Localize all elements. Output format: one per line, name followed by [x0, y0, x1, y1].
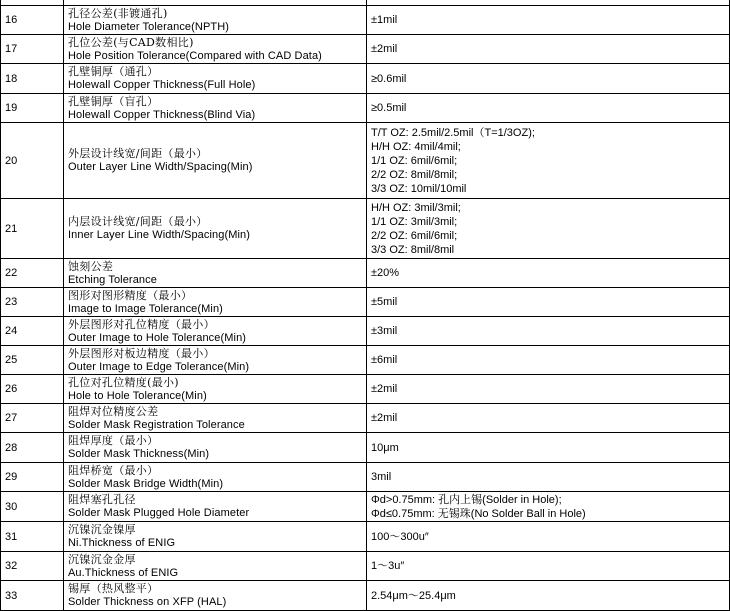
spec-row — [1, 404, 730, 433]
item-name-english: Solder Mask Bridge Width(Min) — [68, 477, 224, 490]
item-cell — [64, 552, 367, 581]
item-name-english: Hole Position Tolerance(Compared with CAD Data) — [68, 49, 322, 62]
row-number: 20 — [1, 123, 64, 199]
row-number: 28 — [1, 433, 64, 463]
value-cell — [367, 522, 730, 552]
spec-row — [1, 463, 730, 492]
item-name-chinese: 阻焊对位精度公差 — [68, 404, 159, 418]
value-line: 1～3u″ — [371, 560, 405, 572]
row-number: 18 — [1, 64, 64, 94]
value-line: 1/1 OZ: 6mil/6mil; — [371, 154, 458, 167]
row-number: 29 — [1, 463, 64, 492]
item-cell — [64, 199, 367, 259]
spec-row — [1, 288, 730, 317]
item-name-english: Ni.Thickness of ENIG — [68, 537, 176, 549]
value-line: ±2mil — [371, 412, 398, 424]
item-name-english: Solder Mask Thickness(Min) — [68, 448, 210, 460]
item-name-chinese: 外层图形对板边精度（最小） — [68, 346, 215, 360]
item-name-chinese: 孔径公差(非镀通孔) — [68, 6, 168, 20]
item-name-english: Au.Thickness of ENIG — [68, 566, 179, 579]
spec-row — [1, 492, 730, 522]
spec-row — [1, 317, 730, 346]
item-name-chinese: 蚀刻公差 — [68, 259, 114, 273]
row-number: 16 — [1, 6, 64, 35]
value-cell — [367, 259, 730, 288]
value-cell — [367, 492, 730, 522]
value-line: 3/3 OZ: 8mil/8mil — [371, 243, 455, 256]
spec-row — [1, 375, 730, 404]
value-cell — [367, 123, 730, 199]
item-cell — [64, 94, 367, 123]
item-cell — [64, 492, 367, 522]
item-name-chinese: 阻焊塞孔孔径 — [68, 493, 136, 506]
spec-table-body — [1, 0, 730, 611]
value-line: 2/2 OZ: 8mil/8mil; — [371, 168, 458, 181]
item-name-chinese: 沉镍沉金金厚 — [68, 552, 136, 566]
item-name-chinese: 内层设计线宽/间距（最小） — [68, 215, 208, 228]
value-line: 3mil — [371, 471, 392, 483]
value-cell — [367, 404, 730, 433]
item-name-chinese: 外层设计线宽/间距（最小） — [68, 147, 208, 160]
value-line: 2/2 OZ: 6mil/6mil; — [371, 229, 458, 242]
item-name-chinese: 沉镍沉金镍厚 — [68, 523, 136, 536]
value-cell — [367, 64, 730, 94]
item-name-chinese: 孔位公差(与CAD数相比) — [68, 35, 194, 49]
item-cell — [64, 6, 367, 35]
spec-row — [1, 433, 730, 463]
item-cell — [64, 581, 367, 611]
value-cell — [367, 94, 730, 123]
value-cell — [367, 6, 730, 35]
spec-row — [1, 123, 730, 199]
item-name-english: Outer Layer Line Width/Spacing(Min) — [68, 161, 253, 173]
row-number: 33 — [1, 581, 64, 611]
value-line: 100～300u″ — [371, 530, 429, 543]
item-name-english: Holewall Copper Thickness(Blind Via) — [68, 108, 256, 121]
item-name-chinese: 孔位对孔位精度(最小) — [68, 375, 179, 389]
item-name-english: Etching Tolerance — [68, 273, 157, 286]
item-name-english: Solder Mask Registration Tolerance — [68, 418, 245, 431]
value-cell — [367, 288, 730, 317]
item-name-english: Inner Layer Line Width/Spacing(Min) — [68, 229, 251, 241]
row-number: 22 — [1, 259, 64, 288]
item-cell — [64, 123, 367, 199]
item-name-english: Solder Mask Plugged Hole Diameter — [68, 507, 250, 519]
spec-row — [1, 552, 730, 581]
value-cell — [367, 199, 730, 259]
value-line: ±2mil — [371, 43, 398, 55]
item-name-chinese: 外层图形对孔位精度（最小） — [68, 317, 215, 331]
value-line: H/H OZ: 3mil/3mil; — [371, 201, 461, 214]
value-cell — [367, 375, 730, 404]
row-number: 25 — [1, 346, 64, 375]
item-cell — [64, 64, 367, 94]
row-number: 17 — [1, 35, 64, 64]
row-number: 26 — [1, 375, 64, 404]
item-name-english: Hole to Hole Tolerance(Min) — [68, 389, 207, 402]
spec-row — [1, 259, 730, 288]
item-name-chinese: 阻焊厚度（最小） — [68, 434, 159, 447]
row-number: 32 — [1, 552, 64, 581]
row-number: 21 — [1, 199, 64, 259]
value-line: 2.54μm～25.4μm — [371, 589, 456, 602]
value-line: T/T OZ: 2.5mil/2.5mil（T=1/3OZ); — [371, 126, 535, 139]
item-name-chinese: 图形对图形精度（最小） — [68, 288, 193, 302]
item-cell — [64, 463, 367, 492]
row-number: 30 — [1, 492, 64, 522]
value-cell — [367, 552, 730, 581]
item-cell — [64, 317, 367, 346]
value-line: ±1mil — [371, 14, 398, 26]
value-line: Φd≤0.75mm: 无锡珠(No Solder Ball in Hole) — [371, 507, 586, 520]
value-line: ≥0.5mil — [371, 102, 407, 114]
item-cell — [64, 346, 367, 375]
value-cell — [367, 463, 730, 492]
item-cell — [64, 259, 367, 288]
value-line: 3/3 OZ: 10mil/10mil — [371, 182, 467, 195]
spec-row — [1, 35, 730, 64]
item-name-chinese: 孔壁铜厚（盲孔） — [68, 94, 159, 108]
spec-row — [1, 6, 730, 35]
item-cell — [64, 35, 367, 64]
value-line: 1/1 OZ: 3mil/3mil; — [371, 215, 458, 228]
value-line: ≥0.6mil — [371, 72, 407, 85]
value-line: ±20% — [371, 267, 400, 279]
item-cell — [64, 375, 367, 404]
spec-row — [1, 64, 730, 94]
item-name-english: Holewall Copper Thickness(Full Hole) — [68, 79, 256, 91]
item-name-english: Solder Thickness on XFP (HAL) — [68, 596, 227, 608]
value-line: ±5mil — [371, 296, 398, 308]
row-number: 24 — [1, 317, 64, 346]
value-line: ±2mil — [371, 383, 398, 395]
item-name-english: Outer Image to Hole Tolerance(Min) — [68, 331, 247, 344]
value-cell — [367, 35, 730, 64]
row-number: 27 — [1, 404, 64, 433]
item-cell — [64, 404, 367, 433]
value-line: ±6mil — [371, 354, 398, 366]
value-line: ±3mil — [371, 325, 398, 337]
value-line: H/H OZ: 4mil/4mil; — [371, 140, 461, 153]
spec-row — [1, 94, 730, 123]
spec-row — [1, 581, 730, 611]
item-name-english: Hole Diameter Tolerance(NPTH) — [68, 20, 230, 33]
item-cell — [64, 522, 367, 552]
row-number: 23 — [1, 288, 64, 317]
item-name-chinese: 阻焊桥宽（最小） — [68, 463, 159, 477]
row-number: 19 — [1, 94, 64, 123]
spec-row — [1, 346, 730, 375]
row-number: 31 — [1, 522, 64, 552]
value-line: Φd>0.75mm: 孔内上锡(Solder in Hole); — [371, 493, 562, 506]
spec-row — [1, 522, 730, 552]
value-cell — [367, 317, 730, 346]
item-name-english: Outer Image to Edge Tolerance(Min) — [68, 360, 250, 373]
item-name-chinese: 孔壁铜厚（通孔） — [68, 65, 159, 78]
value-cell — [367, 346, 730, 375]
item-name-chinese: 锡厚（热风整平） — [68, 582, 159, 595]
value-cell — [367, 581, 730, 611]
item-cell — [64, 433, 367, 463]
item-cell — [64, 288, 367, 317]
value-line: 10μm — [371, 441, 399, 454]
value-cell — [367, 433, 730, 463]
item-name-english: Image to Image Tolerance(Min) — [68, 302, 223, 315]
spec-row — [1, 199, 730, 259]
